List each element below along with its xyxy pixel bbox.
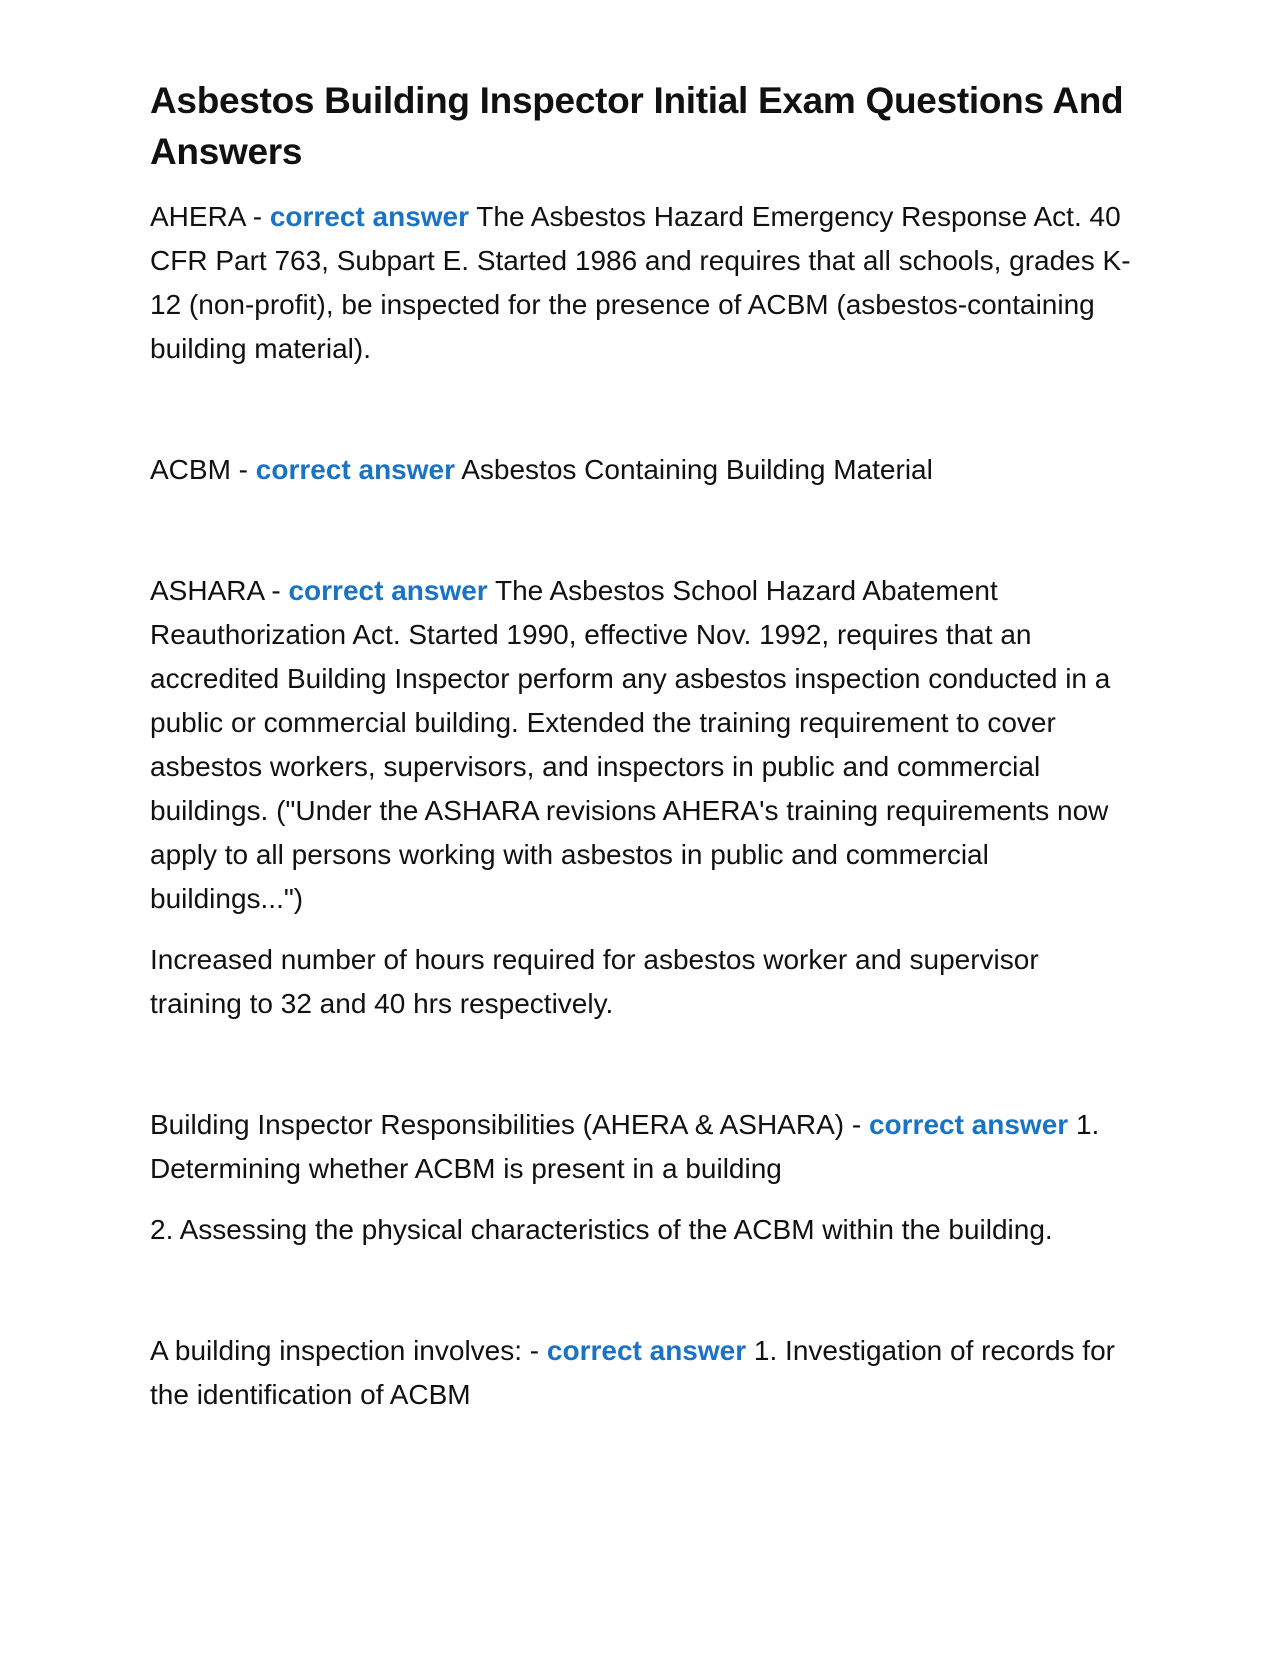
qa-entry [150, 1329, 1135, 1417]
answer-text: The Asbestos School Hazard Abatement Reauthorization Act. Started 1990, effective Nov. 1992, requires that an accredited Building Inspector perform any asbestos inspection conducted in a public or commercial building. Extended the training requirement to cover asbestos workers, supervisors, and inspectors in public and commercial buildings. ("Under the ASHARA revisions AHERA's training requirements now apply to all persons working with asbestos in public and commercial buildings...") [150, 575, 1111, 914]
entry-spacer [150, 492, 1135, 569]
correct-answer-label: correct answer [868, 1109, 1069, 1140]
correct-answer-label: correct answer [255, 454, 455, 485]
answer-text: 1. Investigation of records for the identification of ACBM [150, 1335, 1115, 1410]
entry-spacer [150, 371, 1135, 448]
qa-entry [150, 195, 1135, 371]
qa-paragraph [150, 1329, 1135, 1417]
correct-answer-label: correct answer [269, 201, 470, 232]
answer-continuation: Increased number of hours required for asbestos worker and supervisor training to 32 and 40 hrs respectively. [150, 944, 1039, 1019]
question-term: ACBM - [150, 454, 256, 485]
question-term: Building Inspector Responsibilities (AHERA & ASHARA) - [150, 1109, 869, 1140]
answer-continuation: 2. Assessing the physical characteristics of the ACBM within the building. [150, 1214, 1053, 1245]
qa-paragraph [150, 195, 1135, 371]
question-term: AHERA - [150, 201, 270, 232]
question-term: ASHARA - [150, 575, 289, 606]
qa-entry [150, 448, 1135, 492]
qa-paragraph [150, 448, 1135, 492]
qa-paragraph [150, 1103, 1135, 1191]
answer-text: The Asbestos Hazard Emergency Response Act. 40 CFR Part 763, Subpart E. Started 1986 and requires that all schools, grades K-12 (non-profit), be inspected for the presence of ACBM (asbestos-containing building material). [150, 201, 1131, 364]
qa-entry [150, 569, 1135, 1026]
answer-text: 1. Determining whether ACBM is present in a building [150, 1109, 1100, 1184]
answer-text: Asbestos Containing Building Material [455, 454, 933, 485]
qa-entry [150, 1103, 1135, 1252]
entry-spacer [150, 1252, 1135, 1329]
entry-spacer [150, 1026, 1135, 1103]
document-title: Asbestos Building Inspector Initial Exam Questions And Answers [150, 80, 1124, 172]
question-term: A building inspection involves: - [150, 1335, 547, 1366]
document-page [150, 75, 1135, 1417]
qa-paragraph [150, 569, 1135, 921]
correct-answer-label: correct answer [288, 575, 488, 606]
correct-answer-label: correct answer [546, 1335, 747, 1366]
